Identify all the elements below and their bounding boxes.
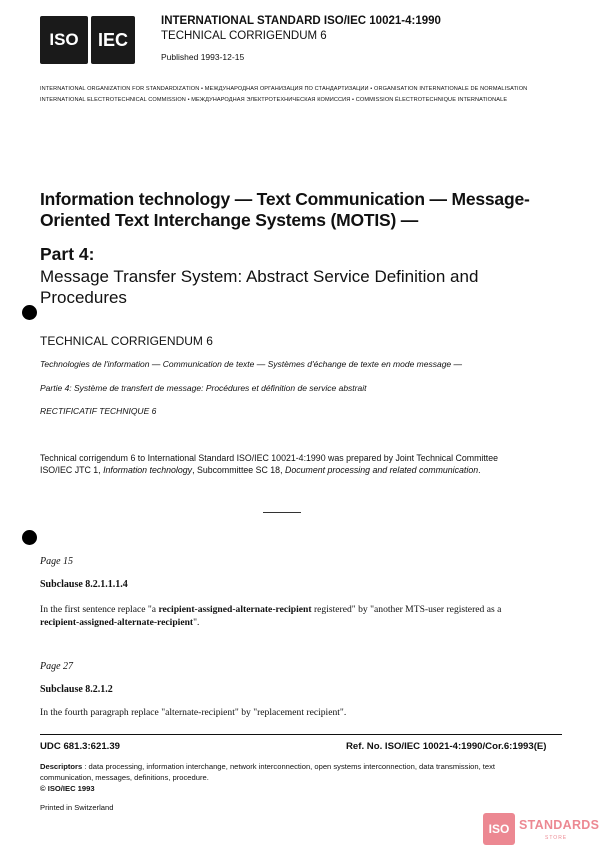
part-number: Part 4: — [40, 244, 95, 264]
corrigendum-label: TECHNICAL CORRIGENDUM 6 — [161, 30, 327, 42]
corrigendum-heading: TECHNICAL CORRIGENDUM 6 — [40, 334, 213, 348]
part-subtitle — [40, 266, 580, 308]
french-title-line-1: Technologies de l'information — Communication de texte — Systèmes d'échange de texte en mode message — — [40, 359, 463, 369]
page-ref-27: Page 27 — [40, 661, 74, 672]
section2-text: In the fourth paragraph replace "alternate-recipient" by "replacement recipient". — [40, 707, 347, 718]
descriptors-line-1 — [40, 761, 570, 772]
iso-logo — [40, 16, 88, 64]
margin-bullet — [22, 305, 37, 320]
intro-it-title: Information technology — [103, 465, 193, 475]
subtitle-line-1: Message Transfer System: Abstract Service Definition and — [40, 267, 479, 286]
copyright: © ISO/IEC 1993 — [40, 784, 95, 793]
descriptors-line-2: communication, messages, definitions, procedure. — [40, 773, 209, 782]
descriptors-label: Descriptors — [40, 762, 83, 771]
section1-text — [40, 603, 580, 629]
margin-bullet-2 — [22, 530, 37, 545]
iec-logo — [91, 16, 135, 64]
title-line-2: Oriented Text Interchange Systems (MOTIS) — — [40, 210, 419, 230]
watermark-iso-badge — [483, 813, 515, 845]
document-title — [40, 189, 580, 231]
watermark — [483, 813, 600, 847]
s1-t3: registered" by "another MTS-user registered as a — [311, 604, 502, 615]
udc: UDC 681.3:621.39 — [40, 741, 120, 752]
subtitle-line-2: Procedures — [40, 288, 127, 307]
watermark-iso-text: ISO — [488, 822, 510, 836]
s1-t2: recipient-assigned-alternate-recipient — [158, 604, 312, 615]
section1-line-1 — [40, 603, 580, 616]
subclause-8-2-1-1-1-4: Subclause 8.2.1.1.1.4 — [40, 579, 128, 590]
intro-committee: ISO/IEC JTC 1, — [40, 465, 104, 475]
descriptors — [40, 761, 570, 783]
title-line-1: Information technology — Text Communication — Message- — [40, 189, 530, 209]
french-title-line-3: RECTIFICATIF TECHNIQUE 6 — [40, 406, 157, 416]
org-line-iec: INTERNATIONAL ELECTROTECHNICAL COMMISSION • МЕЖДУНАРОДНАЯ ЭЛЕКТРОТЕХНИЧЕСКАЯ КОМИССИЯ • COMMISSION ÉLECTROTECHNIQUE INTERNATIONALE — [40, 97, 508, 103]
s1-t5: ". — [193, 617, 200, 628]
descriptors-text-1: : data processing, information interchange, network interconnection, open systems interconnection, data transmission, text — [82, 762, 496, 771]
page-ref-15: Page 15 — [40, 556, 74, 567]
published-date: Published 1993-12-15 — [161, 52, 245, 62]
iso-logo-text: ISO — [49, 30, 79, 49]
s1-t1: In the first sentence replace "a — [40, 604, 159, 615]
standard-number: INTERNATIONAL STANDARD ISO/IEC 10021-4:1990 — [161, 15, 441, 27]
french-title-line-2: Partie 4: Système de transfert de message: Procédures et définition de service abstrait — [40, 383, 367, 393]
watermark-brand: STANDARDS — [519, 818, 600, 832]
footer-rule — [40, 734, 562, 735]
reference-number: Ref. No. ISO/IEC 10021-4:1990/Cor.6:1993(E) — [346, 741, 547, 752]
s1-t4: recipient-assigned-alternate-recipient — [40, 617, 194, 628]
intro-line-2 — [40, 464, 580, 476]
section1-line-2 — [40, 616, 580, 629]
subclause-8-2-1-2: Subclause 8.2.1.2 — [40, 684, 113, 695]
printed-location: Printed in Switzerland — [40, 803, 114, 812]
intro-sc-title: Document processing and related communication — [284, 465, 479, 475]
intro-subcommittee: , Subcommittee SC 18, — [192, 465, 285, 475]
divider — [263, 512, 301, 513]
intro-line-1: Technical corrigendum 6 to International Standard ISO/IEC 10021-4:1990 was prepared by Joint Technical Committee — [40, 453, 499, 463]
intro-paragraph — [40, 452, 580, 476]
watermark-sub: STORE — [545, 835, 568, 841]
org-line-iso: INTERNATIONAL ORGANIZATION FOR STANDARDIZATION • МЕЖДУНАРОДНАЯ ОРГАНИЗАЦИЯ ПО СТАНДАРТИЗАЦИИ • ORGANISATION INTERNATIONALE DE NORMALISATION — [40, 86, 528, 92]
intro-period: . — [478, 465, 481, 475]
iec-logo-text: IEC — [97, 29, 128, 50]
